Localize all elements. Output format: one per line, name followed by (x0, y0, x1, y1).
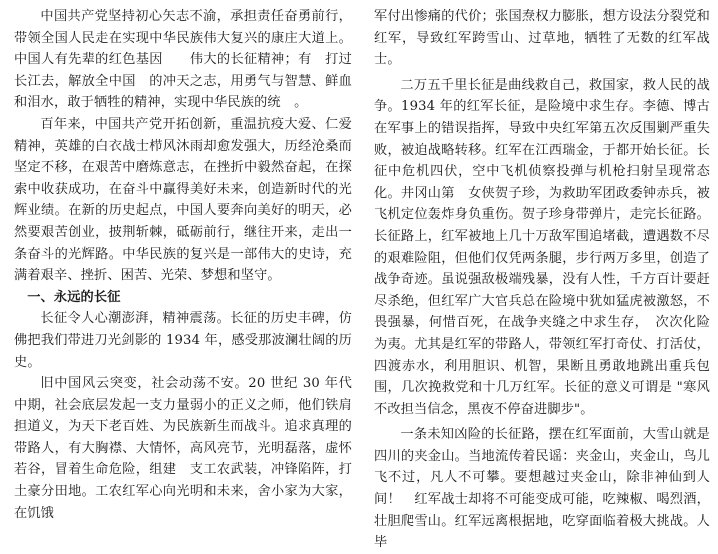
continued-paragraph: 军付出惨痛的代价；张国焘权力膨胀，想方设法分裂党和红军，导致红军跨雪山、过草地，牺牲了无数的红军战士。 (374, 9, 710, 68)
left-column (14, 6, 352, 521)
paragraph: 长征令人心潮澎湃，精神震荡。长征的历史丰碑，仿佛把我们带进刀光剑影的 1934 年，感受那波澜壮阔的历史。 (14, 311, 352, 370)
paragraph: 旧中国风云突变，社会动荡不安。20 世纪 30 年代中期，社会底层发起一支力量弱小的正义之师，他们铁肩担道义，为天下老百姓、为民族新生而战斗。追求真理的带路人，有大胸襟、大情怀，高风亮节，光明磊落，虚怀若谷，冒着生命危险，组建 支工农武装，冲锋陷阵，打土豪分田地。工农红军心向光明和未来，舍小家为大家，在饥饿 (14, 376, 352, 521)
right-column (374, 6, 710, 551)
paragraph: 中国共产党坚持初心矢志不渝，承担责任奋勇前行，带领全国人民走在实现中华民族伟大复兴的康庄大道上。中国人有先辈的红色基因 伟大的长征精神；有 打过长江去，解放全中国 的冲天之志，用勇气与智慧、鲜血和泪水，敢于牺牲的精神，实现中华民族的统 。 (14, 9, 352, 111)
paragraph: 一条未知凶险的长征路，摆在红军面前，大雪山就是四川的夹金山。当地流传着民谣：夹金山，夹金山，鸟儿飞不过，凡人不可攀。要想越过夹金山，除非神仙到人间！ 红军战士却将不可能变成可能，吃辣椒、喝烈酒，壮胆爬雪山。红军远离根据地，吃穿面临着极大挑战。人毕 (374, 427, 710, 551)
paragraph: 二万五千里长征是曲线救自己，救国家，救人民的战争。1934 年的红军长征，是险境中求生存。李德、博古在军事上的错误指挥，导致中央红军第五次反围剿严重失败，被迫战略转移。红军在江西瑞金，于都开始长征。长征中危机四伏，空中飞机侦察投弹与机枪扫射呈现常态化。井冈山第 女侠贺子珍，为救助军团政委钟赤兵，被飞机定位轰炸身负重伤。贺子珍身带弹片，走完长征路。长征路上，红军被地上几十万敌军围追堵截，遭遇数不尽的艰难险阻，但他们仅凭两条腿，步行两万多里，创造了战争奇迹。虽说强敌极端残暴，没有人性，千方百计要赶尽杀绝，但红军广大官兵总在险境中犹如猛虎被激怒，不畏强暴，何惜百死，在战争夹缝之中求生存， 次次化险为夷。尤其是红军的带路人，带领红军打奇仗、打活仗，四渡赤水，利用胆识、机智，果断且勇敢地跳出重兵包围，几次挽救党和十几万红军。长征的意义可谓是 "寒风不改担当信念，黑夜不停奋进脚步"。 (374, 77, 710, 417)
paragraph: 百年来，中国共产党开拓创新，重温抗疫大爱、仁爱精神，英雄的白衣战士栉风沐雨却愈发强大，历经沧桑而坚定不移，在艰苦中磨炼意志，在挫折中毅然奋起，在探索中收获成功，在奋斗中赢得美好未来，创造新时代的光辉业绩。在新的历史起点，中国人要奔向美好的明天，必然要艰苦创业，披荆斩棘，砥砺前行，继往开来，走出一条奋斗的光辉路。中华民族的复兴是一部伟大的史诗，充满着艰辛、挫折、困苦、光荣、梦想和坚守。 (14, 116, 352, 284)
section-heading: 一、永远的长征 (27, 289, 121, 305)
